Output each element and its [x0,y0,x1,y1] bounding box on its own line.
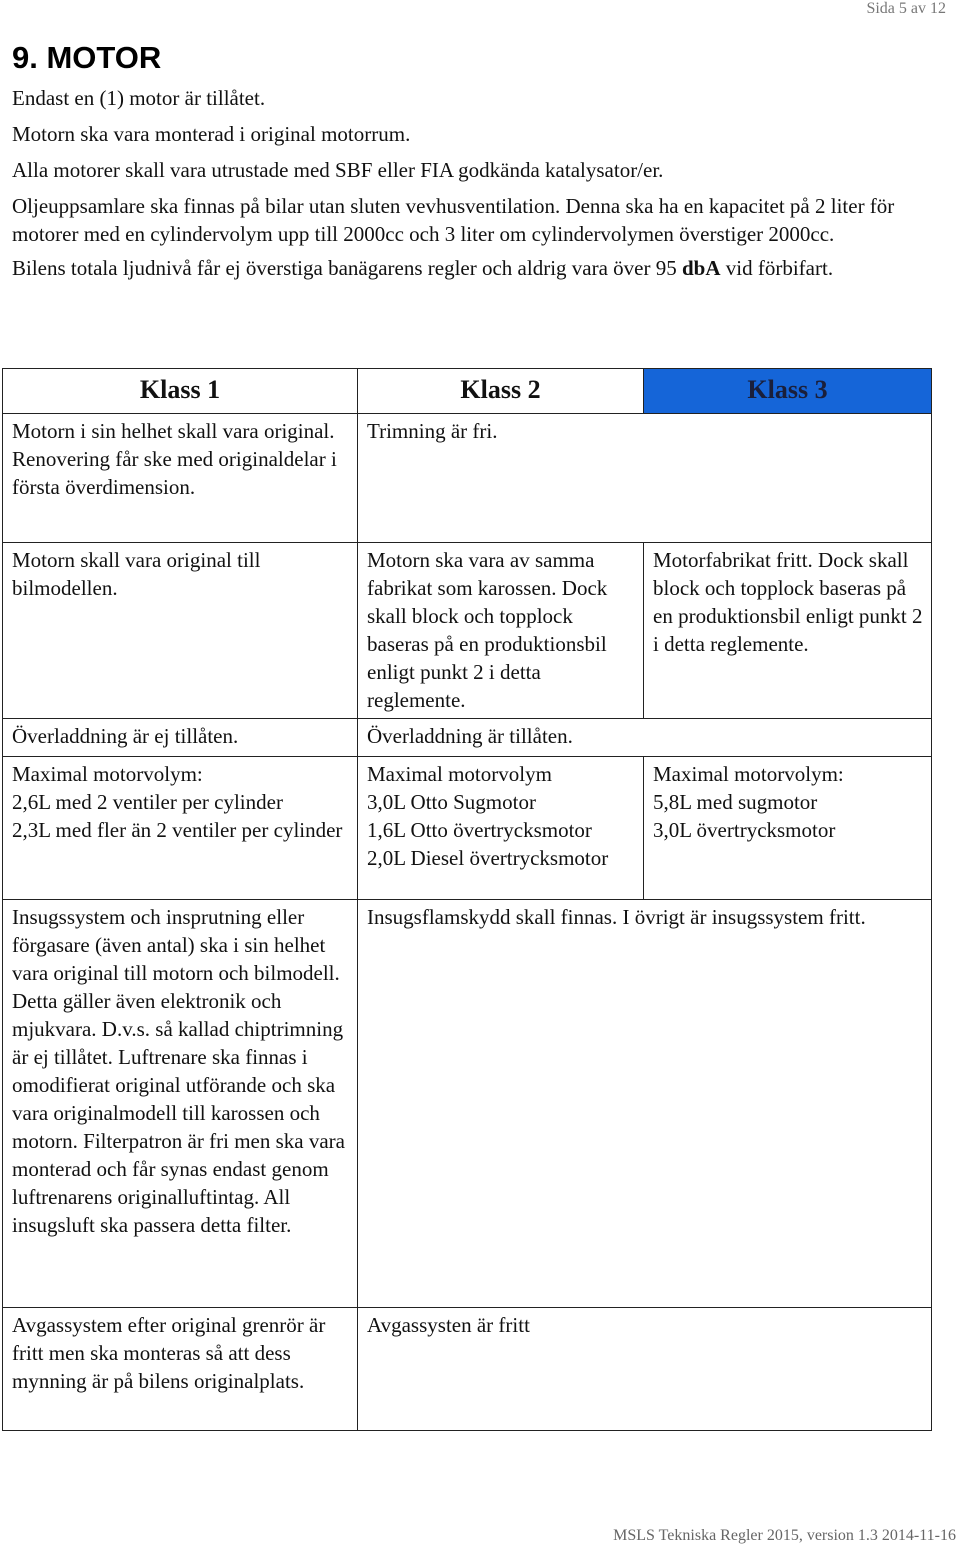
table-row [3,1308,932,1431]
table-row [3,900,932,1308]
noise-text: Bilens totala ljudnivå får ej överstiga banägarens regler och aldrig vara över 95 [12,256,682,280]
cell-klass2-fabrikat: Motorn ska vara av samma fabrikat som karossen. Dock skall block och topplock baseras på en produktionsbil enligt punkt 2 i detta reglemente. [358,543,644,719]
table-row [3,719,932,757]
cell-klass1-insugssystem: Insugssystem och insprutning eller förgasare (även antal) ska i sin helhet vara original till motorn och bilmodell. Detta gäller även elektronik och mjukvara. D.v.s. så kallad chiptrimning är ej tillåtet. Luftrenare ska finnas i omodifierat original utförande och ska vara originalmodell till karossen och motorn. Filterpatron är fri men ska vara monterad och får synas endast genom luftrenarens originalluftintag. All insugsluft ska passera detta filter. [3,900,358,1308]
section-title: 9. MOTOR [12,40,162,75]
cell-klass1-overladdning: Överladdning är ej tillåten. [3,719,358,757]
page-number: Sida 5 av 12 [866,0,946,17]
volume-line: Maximal motorvolym [367,762,552,786]
class-rules-table [2,368,932,1431]
intro-paragraph: Motorn ska vara monterad i original motorrum. [12,122,411,146]
noise-unit: dbA [682,256,721,280]
intro-paragraph: Endast en (1) motor är tillåtet. [12,86,266,110]
table-header-row [3,369,932,414]
cell-klass1-modell: Motorn skall vara original till bilmodellen. [3,543,358,719]
volume-line: 3,0L Otto Sugmotor [367,790,536,814]
cell-klass23-trimning: Trimning är fri. [358,414,932,543]
volume-line: Maximal motorvolym: [653,762,844,786]
volume-line: 2,6L med 2 ventiler per cylinder [12,790,283,814]
intro-paragraph: Oljeuppsamlare ska finnas på bilar utan sluten vevhusventilation. Denna ska ha en kapacitet på 2 liter för motorer med en cylindervolym upp till 2000cc och 3 liter om cylindervolymen överstiger 2000cc. [12,194,895,246]
cell-klass23-overladdning: Överladdning är tillåten. [358,719,932,757]
volume-line: Maximal motorvolym: [12,762,203,786]
cell-klass1-motorvolym [3,757,358,900]
table-row [3,414,932,543]
volume-line: 2,3L med fler än 2 ventiler per cylinder [12,818,343,842]
cell-klass3-fabrikat: Motorfabrikat fritt. Dock skall block och topplock baseras på en produktionsbil enligt punkt 2 i detta reglemente. [644,543,932,719]
cell-klass3-motorvolym [644,757,932,900]
footer-version: MSLS Tekniska Regler 2015, version 1.3 2014-11-16 [613,1527,956,1544]
table-row [3,543,932,719]
table-row [3,757,932,900]
volume-line: 1,6L Otto övertrycksmotor [367,818,592,842]
header-klass-2: Klass 2 [358,369,644,414]
cell-klass23-insugssystem: Insugsflamskydd skall finnas. I övrigt är insugssystem fritt. [358,900,932,1308]
cell-klass23-avgassystem: Avgassysten är fritt [358,1308,932,1431]
cell-klass1-original: Motorn i sin helhet skall vara original. Renovering får ske med originaldelar i första överdimension. [3,414,358,543]
intro-text [12,84,932,282]
cell-klass1-avgassystem: Avgassystem efter original grenrör är fritt men ska monteras så att dess mynning är på bilens originalplats. [3,1308,358,1431]
cell-klass2-motorvolym [358,757,644,900]
volume-line: 3,0L övertrycksmotor [653,818,836,842]
volume-line: 5,8L med sugmotor [653,790,818,814]
volume-line: 2,0L Diesel övertrycksmotor [367,846,609,870]
noise-text-end: vid förbifart. [720,256,834,280]
intro-paragraph: Alla motorer skall vara utrustade med SBF eller FIA godkända katalysator/er. [12,158,664,182]
header-klass-1: Klass 1 [3,369,358,414]
header-klass-3: Klass 3 [644,369,932,414]
intro-paragraph-noise [12,254,932,282]
